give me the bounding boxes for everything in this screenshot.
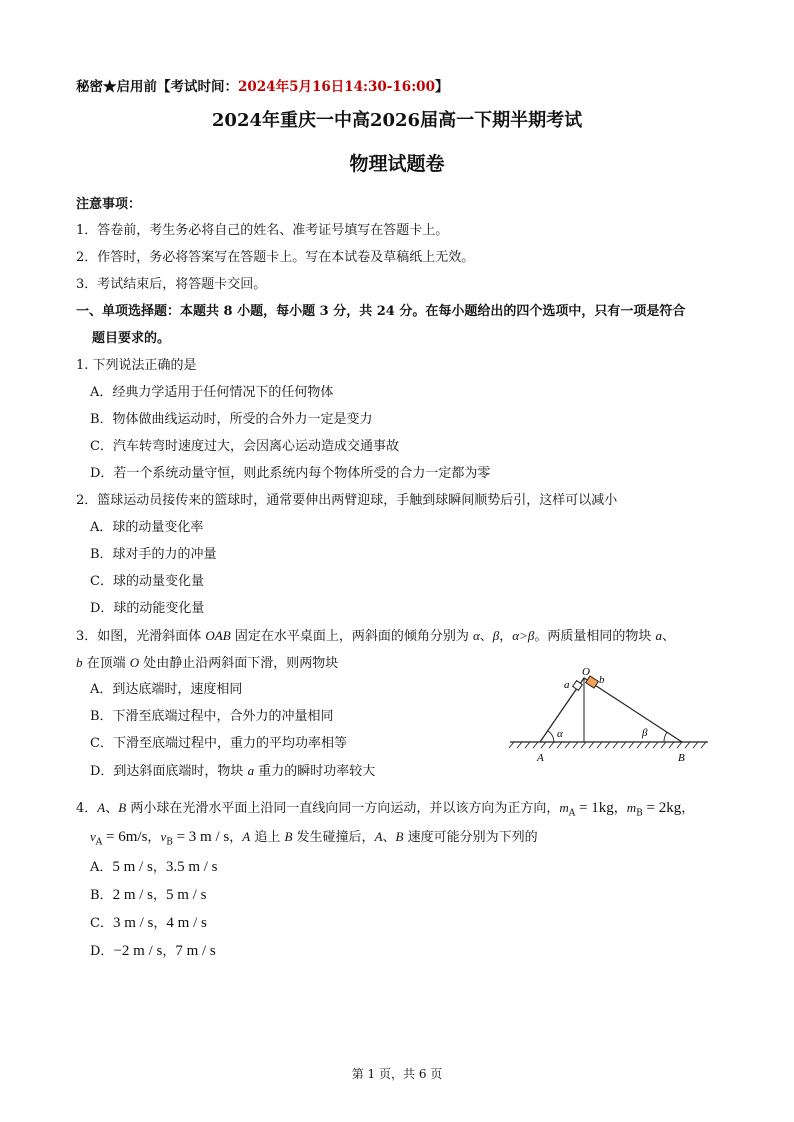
q3-text: ， [499,629,513,644]
q4-mb-value: = 2kg [642,800,682,816]
q3-a: a [655,628,663,643]
q1-option-a: A．经典力学适用于任何情况下的任何物体 [90,385,334,400]
ground-hatching [509,742,706,748]
q4-option-v2: 3.5 m / s [165,859,218,875]
q3-o: O [129,655,140,670]
q4-ma-value: = 1kg [575,800,614,816]
q1-option-b: B．物体做曲线运动时，所受的合外力一定是变力 [90,412,373,427]
q4-a: A [97,800,106,815]
page-footer: 第 1 页，共 6 页 [351,1067,443,1081]
q3-text: 在顶端 [82,656,130,671]
q4-text: ， [153,916,167,931]
q4-option-a [90,859,218,876]
q3-text: 处由静止沿两斜面下滑，则两物块 [139,656,339,671]
q4-option-letter: C． [90,916,113,931]
inclined-plane-figure [506,664,712,768]
q2-option-c: C．球的动量变化量 [90,574,204,589]
q3-text: 。两质量相同的物块 [534,629,656,644]
q4-stem-cont [90,829,538,851]
label-b-block: b [599,674,605,686]
q3-text: 3．如图，光滑斜面体 [76,629,206,644]
q3-oab: OAB [205,628,231,643]
label-point-a: A [537,752,544,764]
q4-text: 两小球在光滑水平面上沿同一直线向同一方向运动，并以该方向为正方向， [126,801,560,816]
q4-vb: v [160,829,167,844]
q4-option-d [90,943,216,960]
exam-time: 2024年5月16日14:30-16:00 [238,79,435,95]
label-alpha: α [557,728,563,740]
q4-stem [76,800,694,822]
q4-b: B [284,829,293,844]
label-a-block: a [564,679,570,691]
q3-text: 重力的瞬时功率较大 [254,764,376,779]
q4-mb: m [626,800,637,815]
q4-va-value: = 6m/s [102,829,148,845]
q3-stem-cont [76,655,338,672]
q4-text: 、 [382,830,396,845]
beta-arc [664,732,667,742]
q4-option-letter: D． [90,944,114,959]
notice-item-1: 1．答卷前，考生务必将自己的姓名、准考证号填写在答题卡上。 [76,223,449,238]
q4-option-v1: 2 m / s [112,887,153,903]
q3-b: b [76,655,83,670]
q4-text: ， [229,830,243,845]
q4-va: v [90,829,96,844]
q1-stem: 1. 下列说法正确的是 [76,358,197,373]
q4-option-v2: 4 m / s [166,915,207,931]
notice-heading: 注意事项： [76,197,142,212]
q3-alpha: α [472,628,480,643]
q4-option-v1: 5 m / s [112,859,153,875]
q3-relation: α>β [512,628,535,643]
q4-ma-sub: A [568,808,576,819]
q4-option-c [90,915,207,932]
q3-stem [76,628,675,645]
q4-option-v1: 3 m / s [112,915,154,931]
q4-option-letter: B． [90,888,113,903]
q4-va-sub: A [95,837,103,848]
q3-text: 、 [662,629,676,644]
q4-text: 速度可能分别为下列的 [403,830,538,845]
exam-subtitle: 物理试题卷 [349,153,445,175]
q3-option-a: A．到达底端时，速度相同 [90,682,243,697]
q4-ma: m [559,800,569,815]
alpha-arc [548,731,554,742]
notice-item-3: 3．考试结束后，将答题卡交回。 [76,277,267,292]
q4-a: A [374,829,383,844]
q4-text: 4． [76,801,98,816]
q4-vb-value: = 3 m / s [172,829,230,845]
q2-option-a: A．球的动量变化率 [90,520,204,535]
q4-text: ， [613,801,627,816]
q4-option-v2: 7 m / s [175,943,216,959]
notice-item-2: 2．作答时，务必将答案写在答题卡上。写在本试卷及草稿纸上无效。 [76,250,475,265]
q3-option-c: C．下滑至底端过程中，重力的平均功率相等 [90,736,347,751]
section1-heading: 一、单项选择题：本题共 8 小题，每小题 3 分，共 24 分。在每小题给出的四个选项中，只有一项是符合 [76,304,686,319]
q3-text: 固定在水平桌面上，两斜面的倾角分别为 [230,629,473,644]
label-beta: β [642,727,648,739]
q4-text: 发生碰撞后， [292,830,375,845]
q4-b: B [118,800,127,815]
q4-vb-sub: B [166,837,173,848]
q3-option-d [90,763,375,780]
label-point-b: B [678,752,685,764]
label-o: O [582,666,590,678]
q4-text: ， [147,830,161,845]
q3-beta: β [492,628,500,643]
q4-text: 、 [105,801,119,816]
q3-option-b: B．下滑至底端过程中，合外力的冲量相同 [90,709,334,724]
q4-option-v2: 5 m / s [166,887,207,903]
q4-text: 追上 [250,830,285,845]
exam-time-header [76,79,448,95]
q4-a: A [242,829,251,844]
q4-mb-sub: B [636,808,643,819]
q4-b: B [395,829,404,844]
q4-text: ， [153,888,167,903]
q2-stem: 2．篮球运动员接传来的篮球时，通常要伸出两臂迎球，手触到球瞬间顺势后引，这样可以减小 [76,493,618,508]
q3-text: 、 [479,629,493,644]
q1-option-c: C．汽车转弯时速度过大，会因离心运动造成交通事故 [90,439,399,454]
q4-text: ， [681,801,695,816]
q3-text: D．到达斜面底端时，物块 [90,764,248,779]
q4-option-v1: −2 m / s [113,943,163,959]
q4-option-letter: A． [90,860,113,875]
secret-label: 秘密★启用前【考试时间： [76,79,238,95]
q4-text: ， [152,860,166,875]
section1-heading-cont: 题目要求的。 [92,331,171,346]
q4-text: ， [162,944,176,959]
secret-close: 】 [434,79,449,95]
q2-option-d: D．球的动能变化量 [90,601,205,616]
q3-a: a [247,763,255,778]
exam-title: 2024年重庆一中高2026届高一下期半期考试 [211,110,583,131]
q4-option-b [90,887,206,904]
q2-option-b: B．球对手的力的冲量 [90,547,217,562]
q1-option-d: D．若一个系统动量守恒，则此系统内每个物体所受的合力一定都为零 [90,466,491,481]
